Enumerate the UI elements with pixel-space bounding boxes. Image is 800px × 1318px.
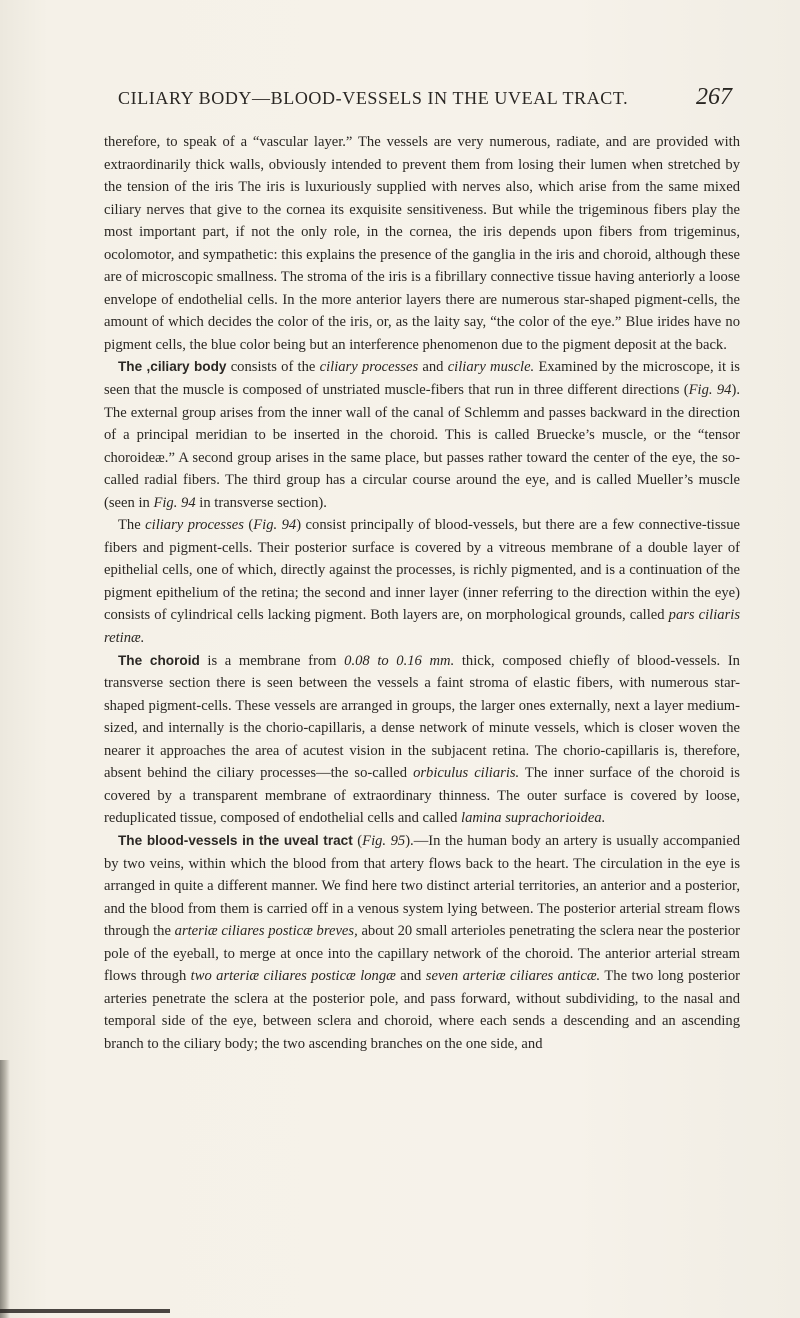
italic-term: ciliary processes (145, 517, 244, 534)
running-title: CILIARY BODY—BLOOD-VESSELS IN THE UVEAL TRACT. (118, 88, 629, 108)
text-run: therefore, to speak of a “vascular layer.” The vessels are very numerous, radiate, and are provided with extraordinarily thick walls, obviously intended to prevent them from losing their lumen when stretched by the tension of the iris The iris is luxuriously supplied with nerves also, which arise from the same mixed ciliary nerves that give to the cornea its exquisite sensitiveness. But while the trigeminous fibers play the most important part, if not the only role, in the cornea, the iris depends upon fibers from trigeminus, ocolomotor, and sympathetic: this explains the presence of the ganglia in the iris and choroid, although these are of microscopic smallness. The stroma of the iris is a fibrillary connective tissue having anteriorly a loose envelope of endothelial cells. In the more anterior layers there are numerous star-shaped pigment-cells, the amount of which decides the color of the iris, or, as the laity say, “the color of the eye.” Blue irides have no pigment cells, the blue color being but an interference phenomenon due to the pigment deposit at the back. (104, 134, 740, 353)
italic-term: two arteriæ ciliares posticæ longæ (190, 968, 396, 985)
italic-measurement: 0.08 to 0.16 mm. (344, 652, 455, 669)
italic-term: orbiculus ciliaris. (413, 765, 520, 782)
text-run: consists of the (226, 359, 320, 376)
paragraph-choroid (104, 650, 740, 830)
paragraph-ciliary-body (104, 356, 740, 514)
text-run: is a membrane from (199, 652, 345, 669)
text-run: ( (243, 517, 254, 534)
text-run: ). The external group arises from the inner wall of the canal of Schlemm and passes backward in the direction of a principal meridian to be inserted in the choroid. This is called Bruecke’s muscle, or the “tensor choroideæ.” A second group arises in the same place, but passes rather toward the center of the eye, the so-called radial fibers. The third group has a circular course around the eye, and is called Mueller’s muscle (seen in (104, 382, 740, 511)
section-lead-ciliary-body: The ,ciliary body (118, 359, 227, 375)
text-run: ( (352, 832, 363, 849)
italic-term: pars ciliaris retinæ. (104, 607, 741, 647)
section-lead-blood-vessels: The blood-vessels in the uveal tract (118, 832, 353, 848)
text-run: ).—In the human body an artery is usually accompanied by two veins, within which the blood from that artery flows back to the heart. The circulation in the eye is arranged in quite a different manner. We find here two distinct arterial territories, an anterior and a posterior, and the blood from them is carried off in a venous system lying between. The posterior arterial stream flows through the (104, 832, 740, 940)
text-run: and (395, 968, 426, 985)
running-header (118, 84, 732, 111)
page-number: 267 (696, 84, 732, 110)
italic-term: ciliary muscle. (447, 359, 535, 376)
paragraph-vascular-layer (104, 131, 740, 356)
section-lead-choroid: The choroid (118, 652, 200, 668)
text-run: The two long posterior arteries penetrate the sclera at the posterior pole, and pass forward, without subdividing, to the nasal and temporal side of the eye, between sclera and choroid, where each sends a descending and an ascending branch to the ciliary body; the two ascending branches on the one side, and (104, 968, 740, 1052)
italic-term: seven arteriæ ciliares anticæ. (425, 968, 601, 985)
text-run: and (418, 359, 448, 376)
italic-term: ciliary processes (319, 359, 419, 376)
figure-reference: Fig. 94 (253, 517, 297, 534)
paragraph-blood-vessels (104, 830, 740, 1055)
figure-reference: Fig. 95 (362, 832, 406, 849)
text-run: in transverse section). (195, 494, 327, 511)
text-run: thick, composed chiefly of blood-vessels. In transverse section there is seen between the vessels a faint stroma of elastic fibers, with numerous star-shaped pigment-cells. These vessels are arranged in groups, the larger ones externally, next a layer medium-sized, and internally is the chorio-capillaris, a dense network of minute vessels, which is closer woven the nearer it approaches the area of acutest vision in the subjacent retina. The chorio-capillaris is, therefore, absent behind the ciliary processes—the so-called (104, 652, 740, 782)
body-text (104, 131, 740, 1055)
scan-edge-shadow (0, 1060, 10, 1318)
text-run: Examined by the microscope, it is seen that the muscle is composed of unstriated muscle-fibers that run in three different directions ( (104, 359, 740, 399)
italic-term: arteriæ ciliares posticæ breves, (174, 923, 358, 940)
text-run: The inner surface of the choroid is covered by a transparent membrane of extraordinary thinness. The outer surface is covered by loose, reduplicated tissue, composed of endothelial cells and called (104, 765, 740, 827)
figure-reference: Fig. 94 (688, 382, 732, 399)
italic-term: lamina suprachorioidea. (461, 810, 606, 827)
figure-reference: Fig. 94 (153, 494, 196, 511)
text-run: about 20 small arterioles penetrating the sclera near the posterior pole of the eyeball, to merge at once into the capillary network of the choroid. The anterior arterial stream flows through (104, 923, 740, 985)
scan-bottom-edge (0, 1309, 170, 1313)
text-run: The (118, 517, 146, 534)
text-run: ) consist principally of blood-vessels, but there are a few connective-tissue fibers and pigment-cells. Their posterior surface is covered by a vitreous membrane of a double layer of epithelial cells, one of which, directly against the processes, is richly pigmented, and is a continuation of the pigment epithelium of the retina; the second and inner layer (inner referring to the direction within the eye) consists of cylindrical cells lacking pigment. Both layers are, on morphological grounds, called (104, 517, 740, 624)
paragraph-ciliary-processes (104, 514, 740, 649)
